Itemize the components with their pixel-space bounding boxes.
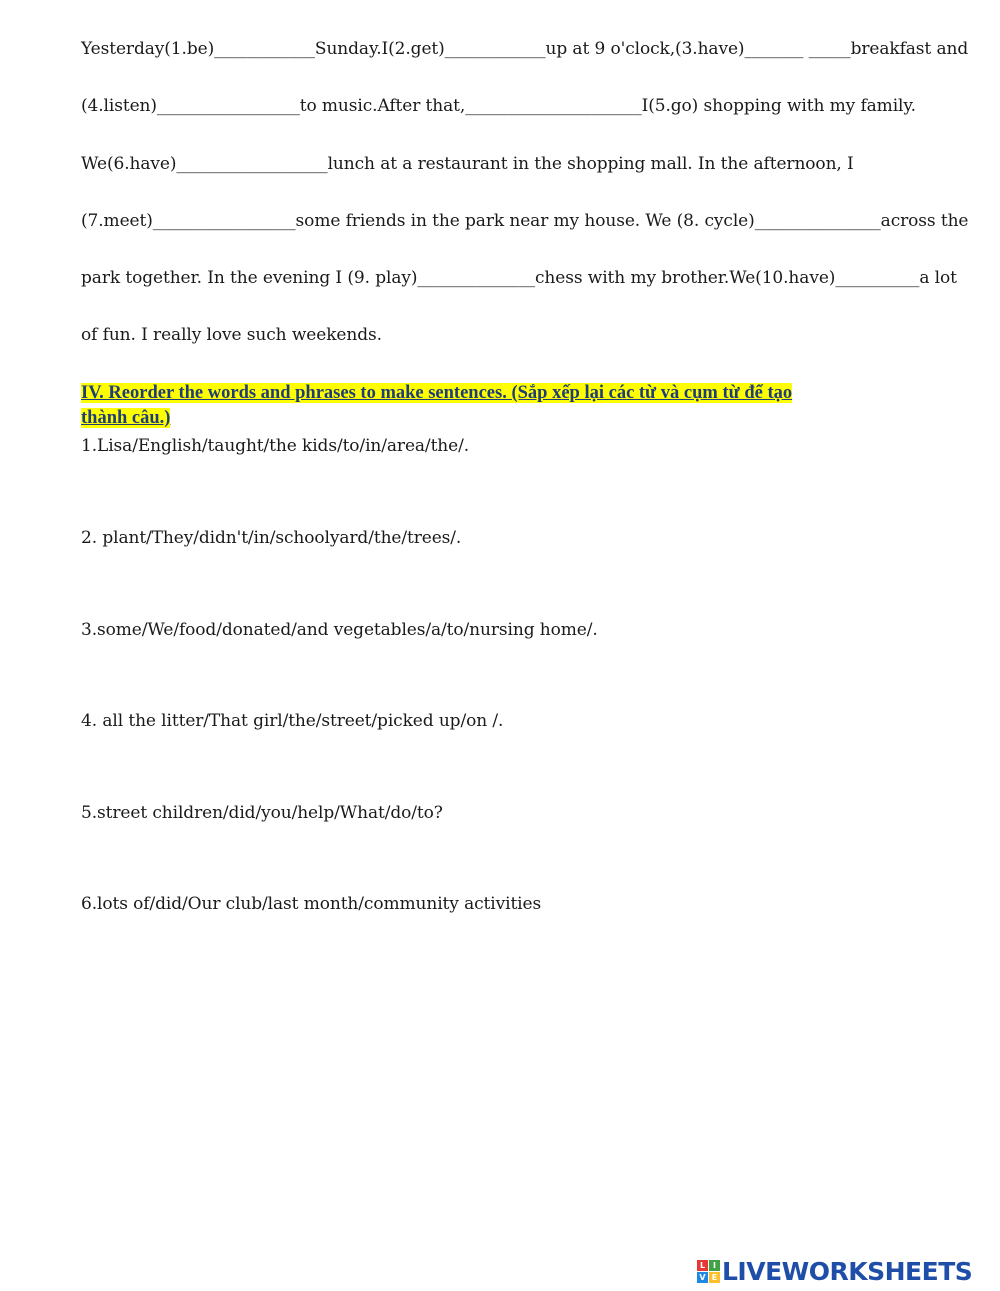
logo-mark-letter-v: V <box>697 1272 708 1283</box>
passage-line-4: (7.meet)_________________some friends in the park near my house. We (8. cycle)_______________across the <box>81 211 969 231</box>
passage-line-3: We(6.have)__________________lunch at a restaurant in the shopping mall. In the afternoon, I <box>81 154 854 174</box>
section-4-title <box>81 381 911 431</box>
reorder-item-5: 5.street children/did/you/help/What/do/to? <box>81 803 443 823</box>
passage-line-5: park together. In the evening I (9. play)______________chess with my brother.We(10.have)__________a lot <box>81 268 957 288</box>
liveworksheets-logo[interactable] <box>697 1256 972 1286</box>
passage-line-6: of fun. I really love such weekends. <box>81 325 382 345</box>
passage-line-1: Yesterday(1.be)____________Sunday.I(2.get)____________up at 9 o'clock,(3.have)_______ _____breakfast and <box>81 39 969 59</box>
liveworksheets-logo-text: LIVEWORKSHEETS <box>722 1256 973 1286</box>
reorder-item-6: 6.lots of/did/Our club/last month/community activities <box>81 894 542 914</box>
logo-mark-letter-l: L <box>697 1260 708 1271</box>
logo-mark-letter-i: I <box>709 1260 720 1271</box>
reorder-item-3: 3.some/We/food/donated/and vegetables/a/to/nursing home/. <box>81 620 598 640</box>
reorder-item-4: 4. all the litter/That girl/the/street/picked up/on /. <box>81 711 504 731</box>
reorder-item-2: 2. plant/They/didn't/in/schoolyard/the/trees/. <box>81 528 462 548</box>
liveworksheets-logo-mark-icon <box>697 1260 720 1283</box>
passage-line-2: (4.listen)_________________to music.After that,_____________________I(5.go) shopping with my family. <box>81 96 916 116</box>
section-4-title-line-1: IV. Reorder the words and phrases to make sentences. (Sắp xếp lại các từ và cụm từ để tạo <box>81 383 793 403</box>
section-4-title-line-2: thành câu.) <box>81 408 171 428</box>
reorder-item-1: 1.Lisa/English/taught/the kids/to/in/area/the/. <box>81 436 470 456</box>
logo-mark-letter-e: E <box>709 1272 720 1283</box>
